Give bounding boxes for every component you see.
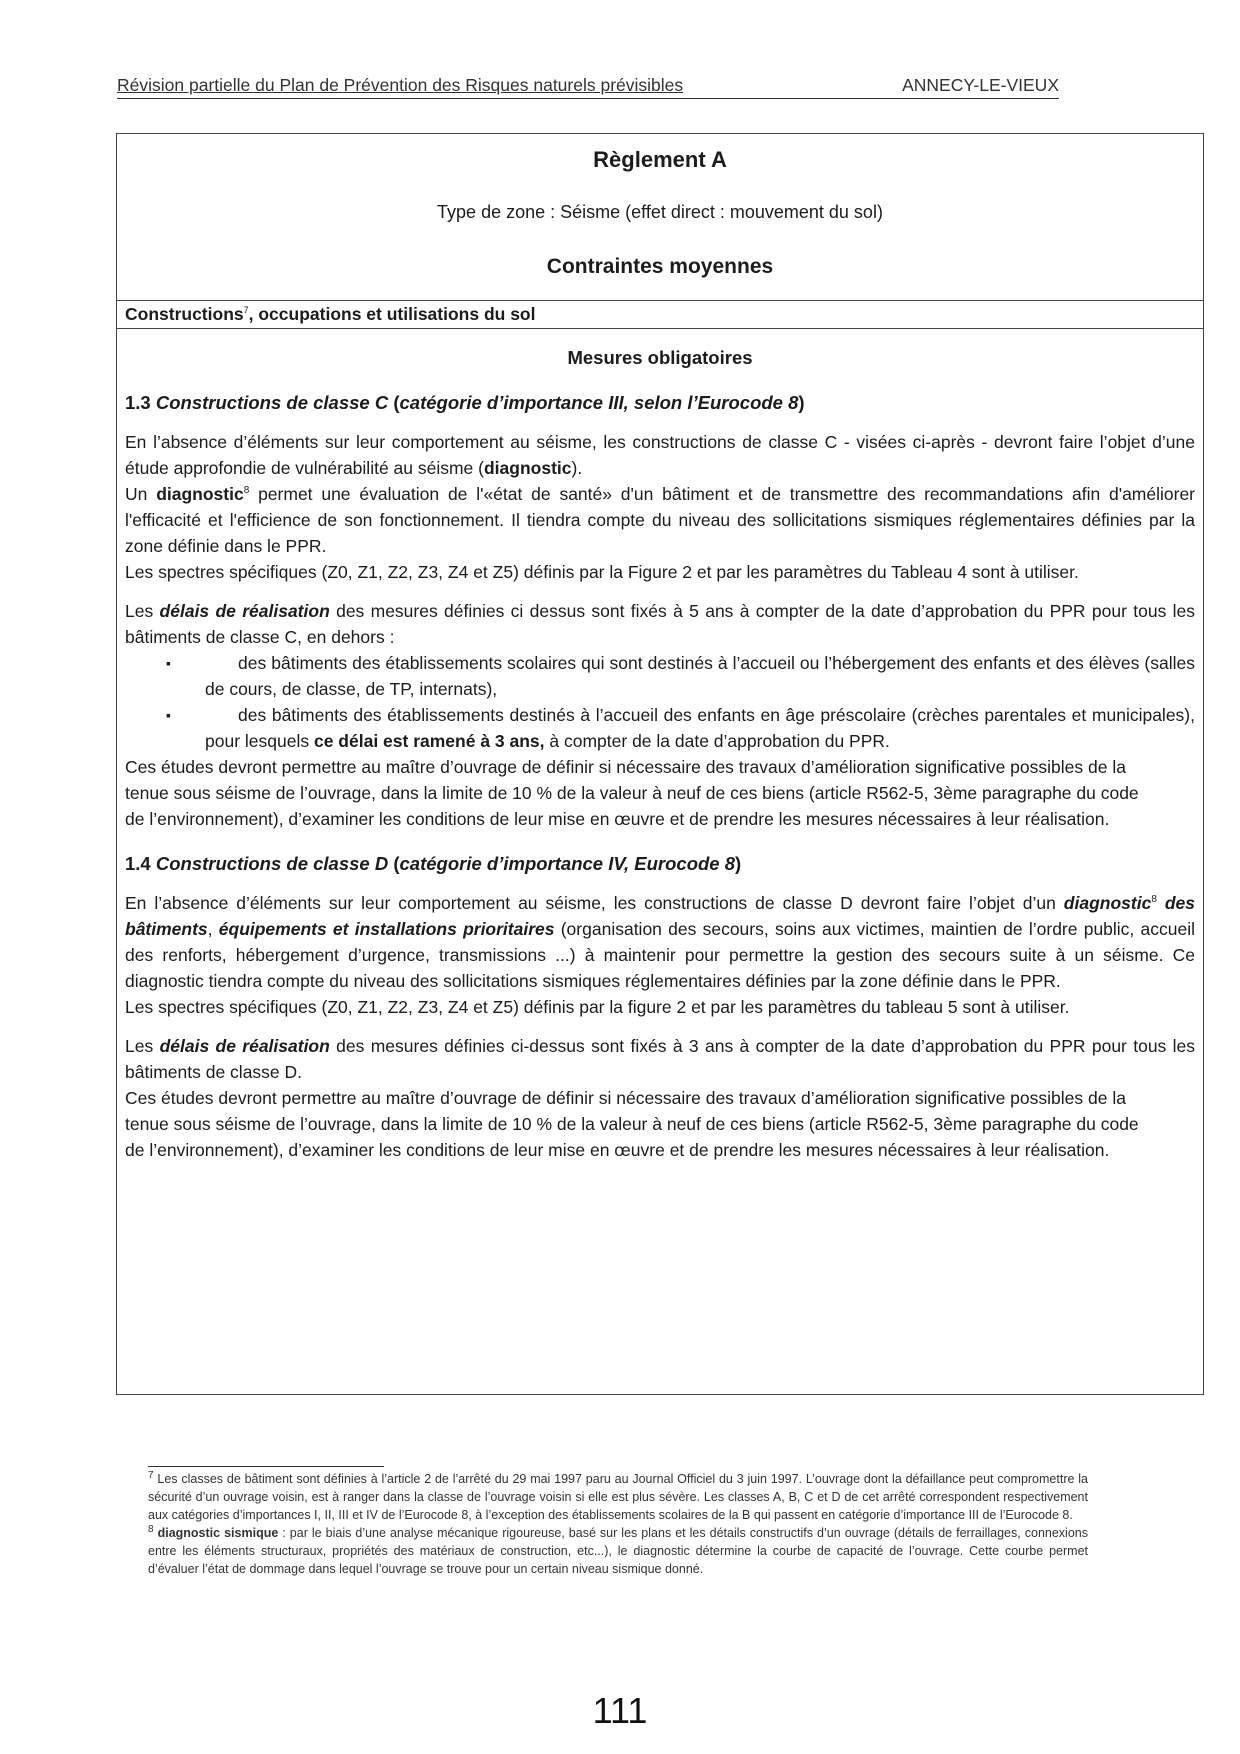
section-title: Constructions de classe D (155, 853, 389, 874)
list-item (205, 702, 1195, 754)
text: Un (125, 484, 157, 504)
text: ). (571, 458, 583, 478)
paren: ( (388, 853, 400, 874)
page-number: 111 (592, 1690, 648, 1731)
zone-type: Type de zone : Séisme (effet direct : mouvement du sol) (437, 202, 883, 222)
footnote-ref-8: 8 (1151, 894, 1157, 906)
row-heading (117, 301, 1203, 329)
exception-list (125, 650, 1195, 754)
list-item: ▪ des bâtiments des établissements scolaires qui sont destinés à l’accueil ou l’hébergement des enfants et des élèves (salles de cours, de classe, de TP, internats), (205, 650, 1195, 702)
footnote-7 (148, 1470, 1088, 1524)
text: des mesures définies ci-dessus sont fixés à 3 ans à compter de la date d’approbation du PPR pour tous les bâtiments de classe D. (125, 1036, 1196, 1082)
paragraph (125, 481, 1195, 559)
bold-italic-text: des bâtiments (125, 893, 1195, 939)
footnotes (148, 1470, 1088, 1578)
section-number: 1.3 (125, 392, 151, 413)
paragraph (125, 890, 1195, 994)
section-1-4-heading (125, 851, 1195, 877)
text: à compter de la date d’approbation du PPR. (544, 731, 890, 751)
section-1-3-heading (125, 390, 1195, 416)
bold-italic-text: équipements et installations prioritaires (218, 919, 555, 939)
footnote-text: : par le biais d’une analyse mécanique rigoureuse, basé sur les plans et les détails constructifs d’un ouvrage (détails de ferraillages, connexions entre les éléments structuraux, propriétés des matériaux de construction, etc...), le diagnostic détermine la courbe de capacité de l’ouvrage. Cette courbe permet d’évaluer l’état de dommage dans lequel l’ouvrage se trouve pour un certain niveau sismique donné. (148, 1526, 1088, 1576)
paren: ( (388, 392, 400, 413)
measures-heading: Mesures obligatoires (567, 347, 753, 368)
footnote-ref-7: 7 (243, 305, 249, 316)
section-subtitle: catégorie d’importance III, selon l’Eurocode 8 (399, 392, 799, 413)
text: (organisation des secours, soins aux victimes, maintien de l’ordre public, accueil des renforts, hébergement d’urgence, transmissions ...) à maintenir pour permettre la gestion des secours suite à un séisme. Ce diagnostic tiendra compte du niveau des sollicitations sismiques réglementaires définies par la zone définie dans le PPR. (125, 919, 1196, 991)
paragraph: Les spectres spécifiques (Z0, Z1, Z2, Z3, Z4 et Z5) définis par la figure 2 et par les paramètres du tableau 5 sont à utiliser. (125, 997, 1070, 1017)
footnote-text: Les classes de bâtiment sont définies à l’article 2 de l’arrêté du 29 mai 1997 paru au Journal Officiel du 3 juin 1997. L’ouvrage dont la défaillance peut compromettre la sécurité d’un ouvrage voisin, est à ranger dans la classe de l’ouvrage voisin si elle est plus sévère. Les classes A, B, C et D de cet arrêté correspondent respectivement aux catégories d’importances I, II, III et IV de l’Eurocode 8, à l’exception des établissements scolaires de la B qui passent en catégorie d’importance III de l’Eurocode 8. (148, 1472, 1088, 1522)
row-heading-text: Constructions (125, 304, 244, 324)
paragraph (125, 598, 1195, 650)
section-subtitle: catégorie d’importance IV, Eurocode 8 (399, 853, 736, 874)
paragraph: Les spectres spécifiques (Z0, Z1, Z2, Z3, Z4 et Z5) définis par la Figure 2 et par les paramètres du Tableau 4 sont à utiliser. (125, 562, 1079, 582)
paragraph (125, 429, 1195, 481)
regulation-title: Règlement A (593, 147, 727, 172)
constraint-level: Contraintes moyennes (546, 255, 774, 278)
text: Les (125, 1036, 160, 1056)
bold-text: diagnostic (483, 458, 572, 478)
paragraph (125, 1033, 1195, 1085)
text: des bâtiments des établissements destinés à l’accueil des enfants en âge préscolaire (crèches parentales et municipales), pour lesquels (205, 705, 1195, 751)
paren: ) (735, 853, 742, 874)
text: , (207, 919, 219, 939)
text: En l’absence d’éléments sur leur comportement au séisme, les constructions de classe D devront faire l’objet d’un (125, 893, 1064, 913)
bold-italic-text: délais de réalisation (159, 1036, 330, 1056)
text: permet une évaluation de l'«état de santé» d'un bâtiment et de transmettre des recommandations afin d'améliorer l'efficacité et l'efficience de son fonctionnement. Il tiendra compte du niveau des sollicitations sismiques réglementaires définies par la zone définie dans le PPR. (125, 484, 1196, 556)
footnote-number: 7 (148, 1469, 154, 1481)
bold-italic-text: délais de réalisation (159, 601, 330, 621)
footnote-separator (148, 1466, 384, 1467)
regulation-body (117, 345, 1203, 1163)
footnote-8 (148, 1524, 1088, 1578)
regulation-box (116, 133, 1204, 1395)
text: Les (125, 601, 160, 621)
running-header (117, 76, 1059, 99)
header-municipality: ANNECY-LE-VIEUX (902, 75, 1059, 95)
text: des mesures définies ci dessus sont fixés à 5 ans à compter de la date d’approbation du PPR pour tous les bâtiments de classe C, en dehors : (125, 601, 1196, 647)
footnote-number: 8 (148, 1523, 154, 1535)
bold-text: ce délai est ramené à 3 ans, (313, 731, 545, 751)
paragraph: Ces études devront permettre au maître d’ouvrage de définir si nécessaire des travaux d’amélioration significative possibles de la tenue sous séisme de l’ouvrage, dans la limite de 10 % de la valeur à neuf de ces biens (article R562-5, 3ème paragraphe du code de l’environnement), d’examiner les conditions de leur mise en œuvre et de prendre les mesures nécessaires à leur réalisation. (125, 757, 1139, 829)
bold-text: diagnostic (156, 484, 244, 504)
section-number: 1.4 (125, 853, 151, 874)
footnote-ref-8: 8 (243, 485, 250, 497)
paren: ) (798, 392, 805, 413)
footnote-term: diagnostic sismique (153, 1526, 279, 1540)
regulation-title-block (117, 134, 1203, 301)
section-title: Constructions de classe C (155, 392, 389, 413)
row-heading-rest: , occupations et utilisations du sol (248, 304, 536, 324)
bold-italic-text: diagnostic (1063, 893, 1152, 913)
paragraph: Ces études devront permettre au maître d’ouvrage de définir si nécessaire des travaux d’amélioration significative possibles de la tenue sous séisme de l’ouvrage, dans la limite de 10 % de la valeur à neuf de ces biens (article R562-5, 3ème paragraphe du code de l’environnement), d’examiner les conditions de leur mise en œuvre et de prendre les mesures nécessaires à leur réalisation. (125, 1088, 1139, 1160)
text: En l’absence d’éléments sur leur comportement au séisme, les constructions de classe C - visées ci-après - devront faire l’objet d’une étude approfondie de vulnérabilité au séisme ( (125, 432, 1195, 478)
header-document-title: Révision partielle du Plan de Prévention des Risques naturels prévisibles (117, 75, 684, 95)
